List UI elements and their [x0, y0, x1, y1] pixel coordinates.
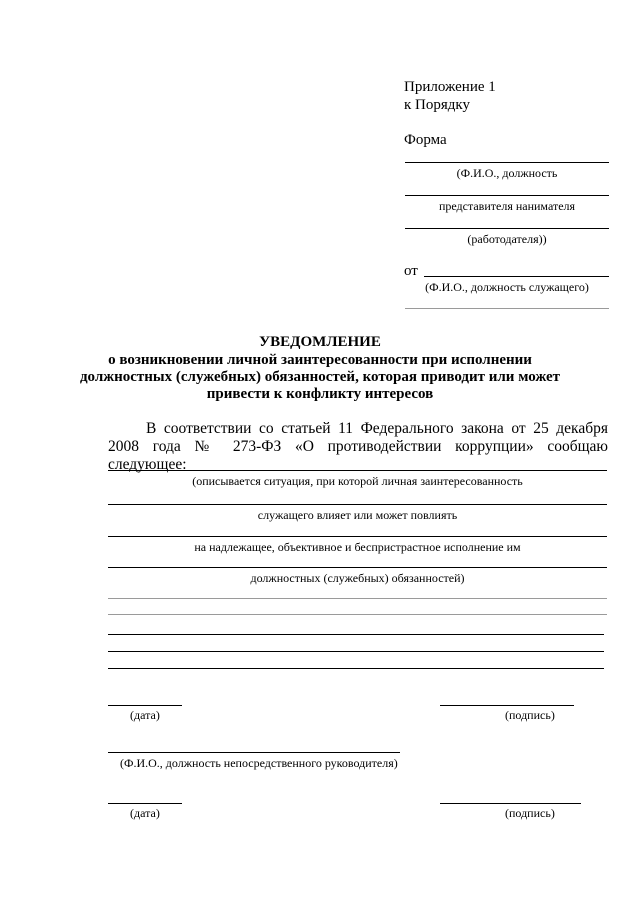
signature-line-2[interactable]	[440, 803, 581, 804]
addressee-caption-2: представителя нанимателя	[438, 199, 576, 213]
notice-heading: УВЕДОМЛЕНИЕ	[259, 334, 381, 350]
addressee-line-1[interactable]	[405, 162, 609, 163]
signature-line-1[interactable]	[440, 705, 574, 706]
addressee-line-2[interactable]	[405, 195, 609, 196]
date-caption-2: (дата)	[130, 806, 160, 820]
description-line-7[interactable]	[108, 634, 604, 635]
description-line-3[interactable]	[108, 536, 607, 537]
form-label: Форма	[404, 132, 447, 148]
date-line-2[interactable]	[108, 803, 182, 804]
description-hint-2: служащего влияет или может повлиять	[257, 508, 458, 522]
signature-caption-1: (подпись)	[505, 708, 555, 722]
addressee-caption-3: (работодателя))	[467, 232, 547, 246]
from-line[interactable]	[424, 276, 609, 277]
description-line-8[interactable]	[108, 651, 604, 652]
description-line-9[interactable]	[108, 668, 604, 669]
body-paragraph-line-1: В соответствии со статьей 11 Федерального закона от 25 декабря	[146, 420, 608, 437]
notice-subtitle-1: о возникновении личной заинтересованности при исполнении	[108, 352, 532, 368]
to-order-label: к Порядку	[404, 97, 470, 113]
description-line-6[interactable]	[108, 614, 607, 615]
notice-subtitle-2: должностных (служебных) обязанностей, которая приводит или может	[79, 369, 561, 385]
description-hint-1: (описывается ситуация, при которой личная заинтересованность	[192, 474, 523, 488]
date-caption-1: (дата)	[130, 708, 160, 722]
description-line-5[interactable]	[108, 598, 607, 599]
description-line-1[interactable]	[108, 470, 607, 471]
signature-caption-2: (подпись)	[505, 806, 555, 820]
description-line-2[interactable]	[108, 504, 607, 505]
manager-line[interactable]	[108, 752, 400, 753]
from-label: от	[404, 263, 418, 279]
addressee-line-3[interactable]	[405, 228, 609, 229]
appendix-label: Приложение 1	[404, 79, 496, 95]
description-line-4[interactable]	[108, 567, 607, 568]
body-paragraph-line-2: 2008 года № 273-ФЗ «О противодействии коррупции» сообщаю следующее:	[108, 438, 608, 473]
date-line-1[interactable]	[108, 705, 182, 706]
addressee-caption-1: (Ф.И.О., должность	[456, 166, 558, 180]
from-caption: (Ф.И.О., должность служащего)	[425, 280, 589, 294]
notice-subtitle-3: привести к конфликту интересов	[206, 386, 434, 402]
description-hint-3: на надлежащее, объективное и беспристрастное исполнение им	[194, 540, 521, 554]
manager-caption: (Ф.И.О., должность непосредственного руководителя)	[120, 756, 398, 770]
description-hint-4: должностных (служебных) обязанностей)	[250, 571, 465, 585]
from-line-2[interactable]	[405, 308, 609, 309]
